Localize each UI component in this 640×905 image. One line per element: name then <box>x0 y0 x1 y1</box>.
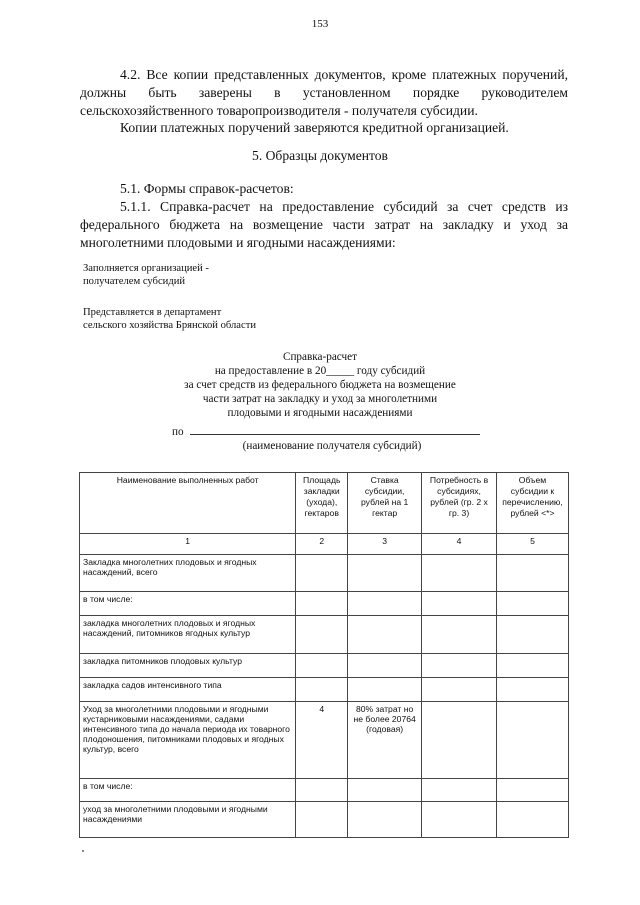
paragraph-4-2 <box>80 66 568 120</box>
need-cell <box>422 616 497 654</box>
paragraph-4-2-copies <box>80 119 568 137</box>
rate-cell <box>348 592 422 616</box>
filled-by-note <box>83 262 209 288</box>
area-cell <box>296 654 348 678</box>
submitted-line1: Представляется в департамент <box>83 307 222 318</box>
volume-cell <box>496 555 568 592</box>
volume-cell <box>496 678 568 702</box>
paragraph-5-1 <box>80 180 568 198</box>
need-cell <box>422 678 497 702</box>
form-title-line2: на предоставление в 20_____ году субсидий <box>214 365 426 377</box>
rate-cell <box>348 678 422 702</box>
table-row <box>80 702 569 779</box>
need-cell <box>422 555 497 592</box>
paragraph-4-2-text: 4.2. Все копии представленных документов, кроме платежных поручений, должны быть заверены в установленном порядке руководителем сельскохозяйственного товаропроизводителя - получателя субсидии. <box>80 67 568 118</box>
paragraph-5-1-text: 5.1. Формы справок-расчетов: <box>120 181 294 196</box>
table-row <box>80 802 569 838</box>
table-row <box>80 616 569 654</box>
table-row <box>80 592 569 616</box>
recipient-by-label: по <box>172 426 184 438</box>
volume-cell <box>496 592 568 616</box>
subsidy-table <box>79 472 569 838</box>
column-number: 1 <box>80 534 296 555</box>
volume-cell <box>496 616 568 654</box>
rate-cell <box>348 654 422 678</box>
table-row <box>80 779 569 802</box>
work-name-cell: закладка питомников плодовых культур <box>80 654 296 678</box>
paragraph-5-1-1 <box>80 198 568 252</box>
work-name-cell: в том числе: <box>80 592 296 616</box>
rate-cell <box>348 802 422 838</box>
form-title <box>150 350 490 420</box>
form-title-line4: части затрат на закладку и уход за многолетними <box>202 393 438 405</box>
header-volume: Объем субсидии к перечислению, рублей <*> <box>496 473 568 534</box>
form-title-line1: Справка-расчет <box>282 351 358 363</box>
paragraph-5-1-1-text: 5.1.1. Справка-расчет на предоставление субсидий за счет средств из федерального бюджета на возмещение части затрат на закладку и уход за многолетними плодовыми и ягодными насаждениями: <box>80 199 568 250</box>
column-number: 5 <box>496 534 568 555</box>
rate-cell <box>348 779 422 802</box>
table-row <box>80 678 569 702</box>
header-area: Площадь закладки (ухода), гектаров <box>296 473 348 534</box>
rate-cell <box>348 555 422 592</box>
page-number: 153 <box>311 18 329 30</box>
header-need: Потребность в субсидиях, рублей (гр. 2 х гр. 3) <box>422 473 497 534</box>
column-number: 4 <box>422 534 497 555</box>
form-title-line5: плодовыми и ягодными насаждениями <box>227 407 413 419</box>
recipient-line <box>172 424 480 438</box>
area-cell <box>296 555 348 592</box>
work-name-cell: закладка садов интенсивного типа <box>80 678 296 702</box>
volume-cell <box>496 802 568 838</box>
recipient-blank-line <box>190 424 480 435</box>
volume-cell <box>496 702 568 779</box>
header-work-name: Наименование выполненных работ <box>80 473 296 534</box>
section-heading: 5. Образцы документов <box>252 148 388 163</box>
filled-by-line1: Заполняется организацией - <box>83 263 209 274</box>
area-cell <box>296 616 348 654</box>
work-name-cell: закладка многолетних плодовых и ягодных насаждений, питомников ягодных культур <box>80 616 296 654</box>
submitted-to-note <box>83 306 256 332</box>
scan-speck <box>82 850 84 852</box>
paragraph-4-2-copies-text: Копии платежных поручений заверяются кредитной организацией. <box>120 120 509 135</box>
filled-by-line2: получателем субсидий <box>83 276 186 287</box>
work-name-cell: Закладка многолетних плодовых и ягодных насаждений, всего <box>80 555 296 592</box>
form-title-line3: за счет средств из федерального бюджета на возмещение <box>184 379 456 391</box>
work-name-cell: уход за многолетними плодовыми и ягодными насаждениями <box>80 802 296 838</box>
volume-cell <box>496 654 568 678</box>
need-cell <box>422 654 497 678</box>
need-cell <box>422 802 497 838</box>
area-cell <box>296 779 348 802</box>
column-number: 2 <box>296 534 348 555</box>
need-cell <box>422 592 497 616</box>
rate-cell <box>348 616 422 654</box>
area-cell <box>296 678 348 702</box>
table-row <box>80 555 569 592</box>
rate-cell: 80% затрат но не более 20764 (годовая) <box>348 702 422 779</box>
area-cell <box>296 592 348 616</box>
need-cell <box>422 702 497 779</box>
area-cell <box>296 802 348 838</box>
header-rate: Ставка субсидии, рублей на 1 гектар <box>348 473 422 534</box>
need-cell <box>422 779 497 802</box>
work-name-cell: в том числе: <box>80 779 296 802</box>
recipient-caption: (наименование получателя субсидий) <box>242 440 422 452</box>
submitted-line2: сельского хозяйства Брянской области <box>83 320 257 331</box>
work-name-cell: Уход за многолетними плодовыми и ягодными кустарниковыми насаждениями, садами интенсивного типа до начала периода их товарного плодоношения, питомниками плодовых и ягодных культур, всего <box>80 702 296 779</box>
column-number: 3 <box>348 534 422 555</box>
volume-cell <box>496 779 568 802</box>
column-number-row <box>80 534 569 555</box>
table-row <box>80 654 569 678</box>
area-cell: 4 <box>296 702 348 779</box>
